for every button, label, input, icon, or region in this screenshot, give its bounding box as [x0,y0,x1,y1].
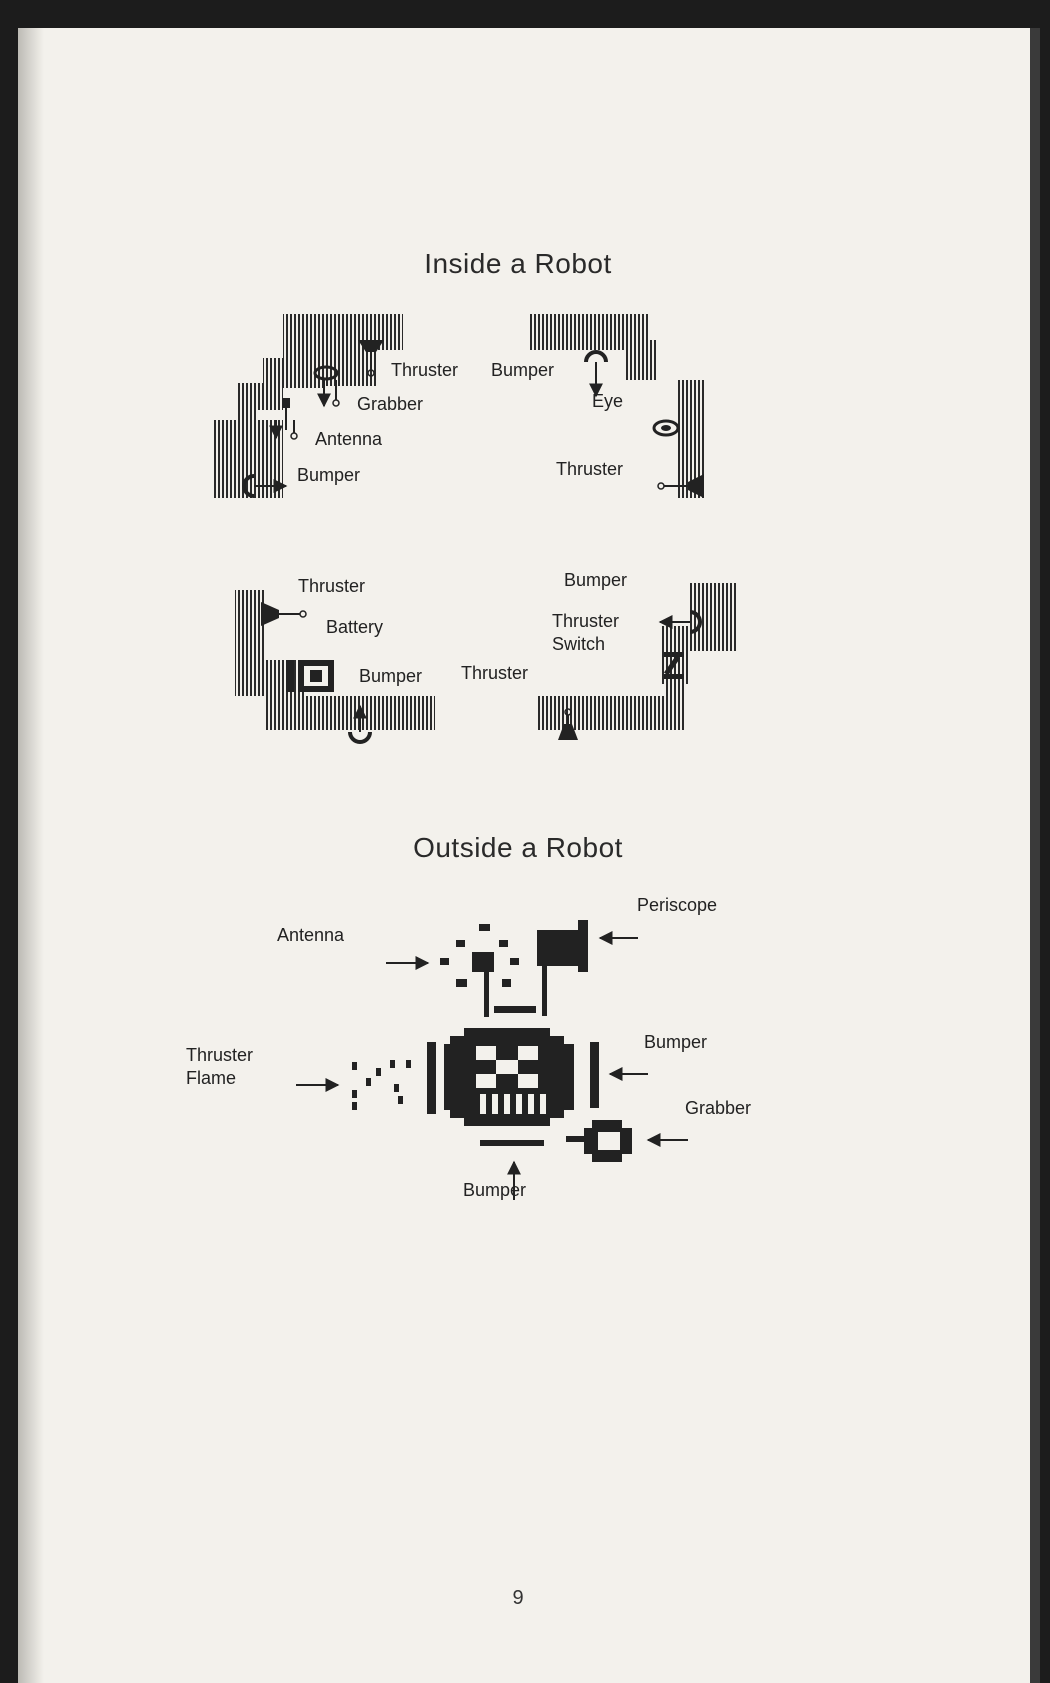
label-antenna: Antenna [277,925,345,945]
label-bumper: Bumper [359,666,423,686]
robot-outside-icon [352,920,632,1162]
page-number: 9 [512,1587,524,1609]
label-bumper: Bumper [564,570,628,590]
label-battery: Battery [326,617,384,637]
label-thruster: Thruster [556,459,624,479]
inside-robot-heading: Inside a Robot [424,248,612,279]
thruster-icon [261,602,306,626]
outside-robot-heading: Outside a Robot [413,832,623,863]
label-bumper: Bumper [463,1180,527,1200]
eye-icon [654,421,678,435]
label-thruster-switch: Thruster [552,611,620,631]
battery-icon [286,660,334,692]
inside-bottom-right-wall [538,583,736,730]
label-thruster-flame: Thruster [186,1045,254,1065]
label-thruster: Thruster [391,360,459,380]
label-bumper: Bumper [297,465,361,485]
label-thruster-switch: Switch [552,634,606,654]
label-eye: Eye [592,391,624,411]
label-periscope: Periscope [637,895,718,915]
label-grabber: Grabber [357,394,424,414]
manual-page [18,28,1040,1683]
label-antenna: Antenna [315,429,383,449]
label-thruster-flame: Flame [186,1068,237,1088]
label-bumper: Bumper [491,360,555,380]
label-bumper: Bumper [644,1032,708,1052]
label-thruster: Thruster [461,663,529,683]
label-grabber: Grabber [685,1098,752,1118]
label-thruster: Thruster [298,576,366,596]
